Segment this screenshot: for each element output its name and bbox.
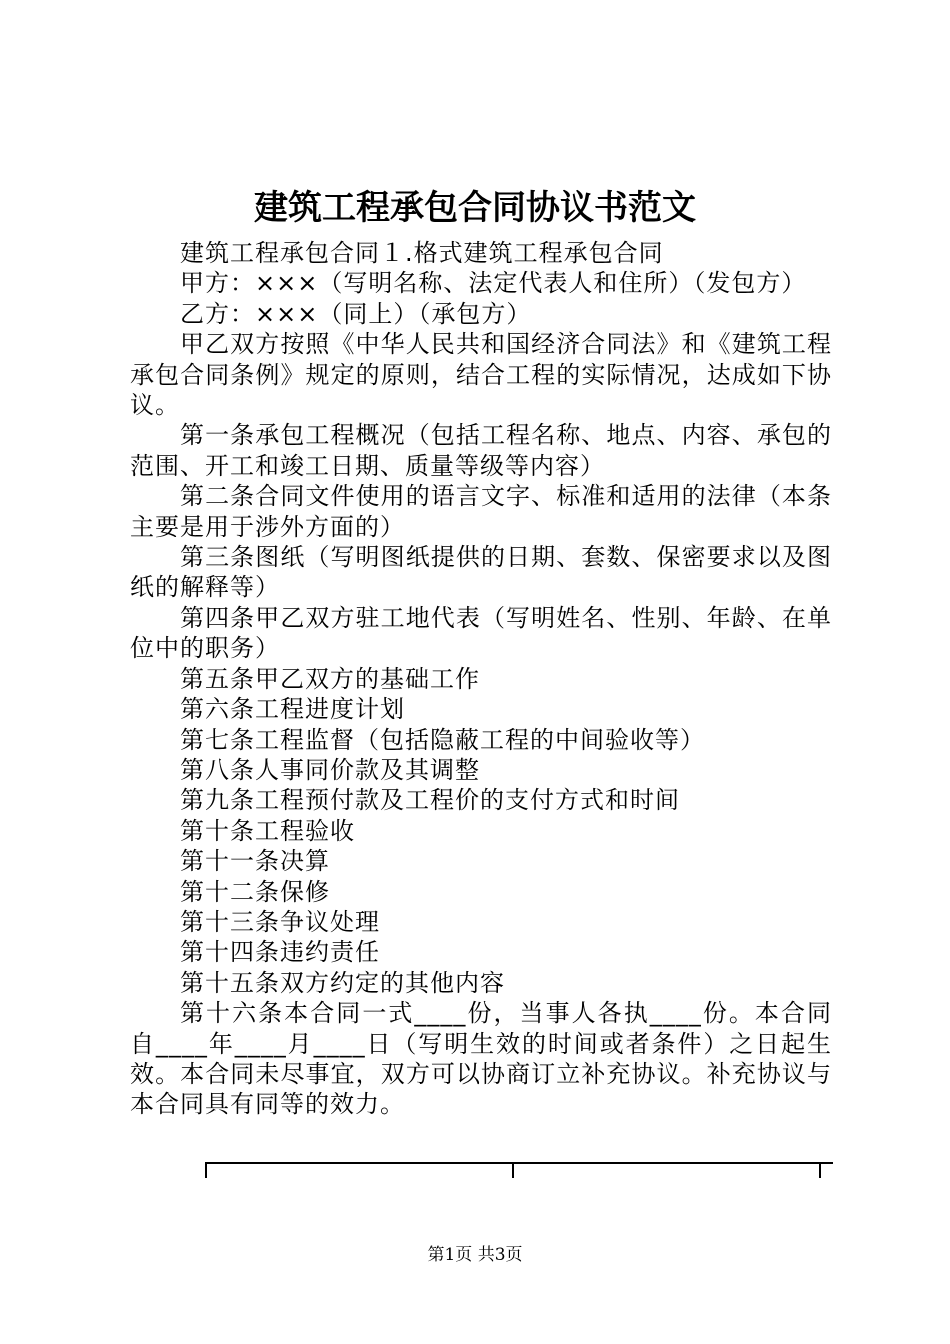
- clause-4: 第四条甲乙双方驻工地代表（写明姓名、性别、年龄、在单位中的职务）: [130, 603, 832, 663]
- table-top-border: [205, 1162, 833, 1164]
- paragraph-party-a: 甲方：×××（写明名称、法定代表人和住所）（发包方）: [180, 269, 807, 298]
- clause-15: 第十五条双方约定的其他内容: [180, 968, 505, 997]
- clause-11: 第十一条决算: [180, 847, 330, 876]
- paragraph-party-b: 乙方：×××（同上）（承包方）: [180, 299, 532, 328]
- table-middle-border: [512, 1162, 514, 1178]
- clause-1: 第一条承包工程概况（包括工程名称、地点、内容、承包的范围、开工和竣工日期、质量等级等内容）: [130, 421, 832, 480]
- clause-9: 第九条工程预付款及工程价的支付方式和时间: [180, 786, 680, 815]
- clause-6: 第六条工程进度计划: [180, 695, 405, 724]
- clause-16: 第十六条本合同一式____份，当事人各执____份。本合同自____年____月____日（写明生效的时间或者条件）之日起生效。本合同未尽事宜，双方可以协商订立补充协议。补充协议与本合同具有同等的效力。: [130, 999, 832, 1119]
- clause-12: 第十二条保修: [180, 877, 330, 906]
- clause-13: 第十三条争议处理: [180, 907, 380, 936]
- clause-10: 第十条工程验收: [180, 816, 355, 845]
- paragraph-intro: 建筑工程承包合同１.格式建筑工程承包合同: [180, 239, 664, 267]
- table-left-border: [205, 1162, 207, 1178]
- clause-5: 第五条甲乙双方的基础工作: [180, 664, 480, 693]
- document-body: [130, 238, 832, 1120]
- clause-8: 第八条人事同价款及其调整: [180, 755, 480, 784]
- signature-table-border: [205, 1162, 833, 1178]
- clause-7: 第七条工程监督（包括隐蔽工程的中间验收等）: [180, 725, 705, 754]
- page-number: 第1页 共3页: [427, 1245, 523, 1265]
- clause-14: 第十四条违约责任: [180, 938, 380, 967]
- table-right-border: [819, 1162, 821, 1178]
- clause-3: 第三条图纸（写明图纸提供的日期、套数、保密要求以及图纸的解释等）: [130, 543, 832, 602]
- paragraph-agreement: 甲乙双方按照《中华人民共和国经济合同法》和《建筑工程承包合同条例》规定的原则，结合工程的实际情况，达成如下协议。: [130, 330, 832, 420]
- document-title: 建筑工程承包合同协议书范文: [254, 188, 696, 228]
- clause-2: 第二条合同文件使用的语言文字、标准和适用的法律（本条主要是用于涉外方面的）: [130, 482, 832, 541]
